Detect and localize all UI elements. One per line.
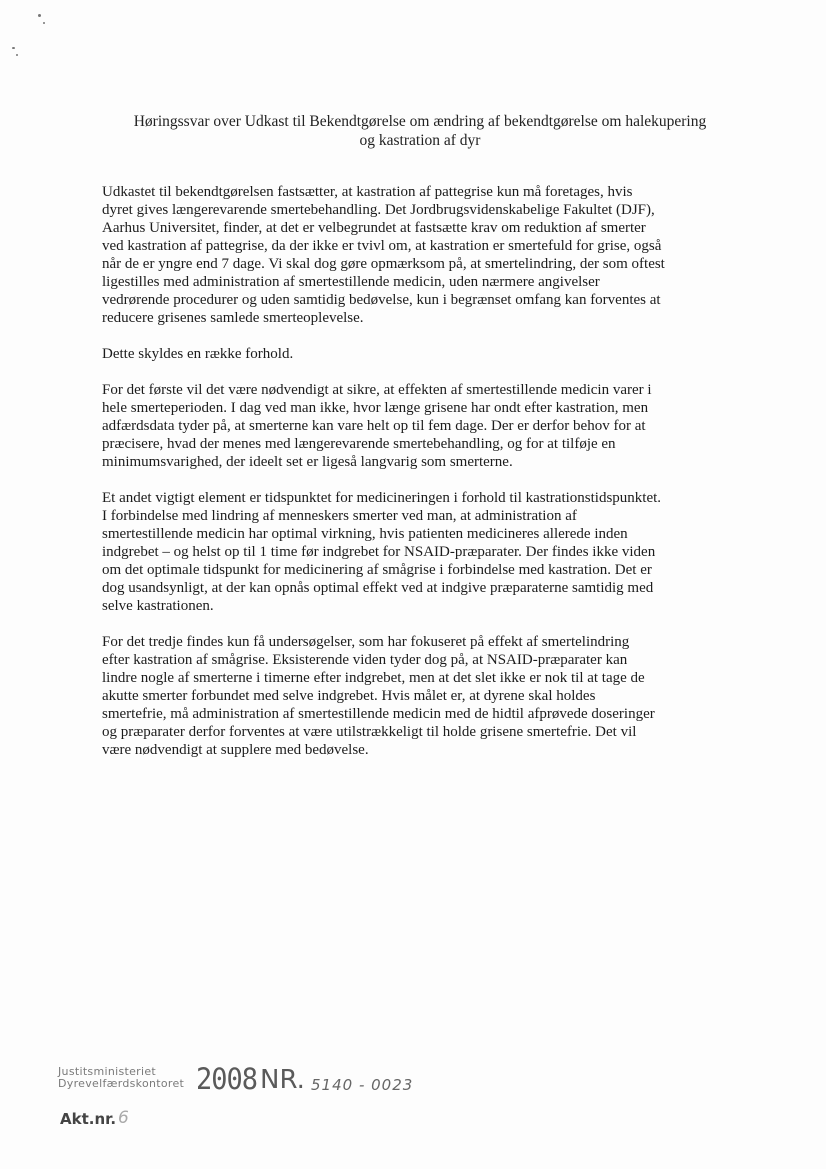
text-line: vedrørende procedurer og uden samtidig bedøvelse, kun i begrænset omfang kan forventes at xyxy=(102,292,661,308)
text-line: Udkastet til bekendtgørelsen fastsætter, at kastration af pattegrise kun må foretages, hvis xyxy=(102,184,633,200)
stamp-akt-label: Akt.nr. xyxy=(60,1110,117,1128)
text-line: smertestillende medicin har optimal virkning, hvis patienten medicineres allerede inden xyxy=(102,526,628,542)
scan-speck xyxy=(12,47,15,49)
stamp-org-line: Justitsministeriet xyxy=(58,1065,157,1078)
text-line: dog usandsynligt, at der kan opnås optimal effekt ved at indgive præparaterne samtidig med xyxy=(102,580,654,596)
text-line: For det tredje findes kun få undersøgelser, som har fokuseret på effekt af smertelindring xyxy=(102,634,630,650)
text-line: adfærdsdata tyder på, at smerterne kan vare helt op til fem dage. Der er derfor behov for at xyxy=(102,418,646,434)
stamp-organization xyxy=(58,1066,184,1090)
stamp-akt-value: 6 xyxy=(118,1108,129,1128)
scan-speck xyxy=(43,22,45,24)
text-line: efter kastration af smågrise. Eksisterende viden tyder dog på, at NSAID-præparater kan xyxy=(102,652,628,668)
text-line: hele smerteperioden. I dag ved man ikke, hvor længe grisene har ondt efter kastration, men xyxy=(102,400,649,416)
text-line: Dette skyldes en række forhold. xyxy=(102,346,294,362)
text-line: præcisere, hvad der menes med længerevarende smertebehandling, og for at tilføje en xyxy=(102,436,616,452)
paragraph-intro xyxy=(102,183,734,327)
paragraph-third xyxy=(102,633,734,759)
paragraph-second xyxy=(102,489,734,615)
stamp-year: 2008 xyxy=(196,1062,258,1097)
text-line: Et andet vigtigt element er tidspunktet for medicineringen i forhold til kastrationstidspunktet. xyxy=(102,490,662,506)
text-line: og præparater derfor forventes at være utilstrækkeligt til holde grisene smertefrie. Det vil xyxy=(102,724,637,740)
scan-speck xyxy=(38,14,41,17)
text-line: For det første vil det være nødvendigt at sikre, at effekten af smertestillende medicin varer i xyxy=(102,382,652,398)
stamp-case-number: 5140 - 0023 xyxy=(311,1076,414,1094)
paragraph-first xyxy=(102,381,734,471)
text-line: akutte smerter forbundet med selve indgrebet. Hvis målet er, at dyrene skal holdes xyxy=(102,688,596,704)
stamp-nr-label: NR. xyxy=(260,1065,305,1095)
text-line: selve kastrationen. xyxy=(102,598,214,614)
text-line: lindre nogle af smerterne i timerne efter indgrebet, men at det slet ikke er nok til at tage de xyxy=(102,670,645,686)
text-line: være nødvendigt at supplere med bedøvelse. xyxy=(102,742,369,758)
text-line: minimumsvarighed, der ideelt set er ligeså langvarig som smerterne. xyxy=(102,454,513,470)
title-line: Høringssvar over Udkast til Bekendtgørelse om ændring af bekendtgørelse om halekupering xyxy=(133,113,707,130)
text-line: smertefrie, må administration af smertestillende medicin med de hidtil afprøvede doseringer xyxy=(102,706,655,722)
text-line: ved kastration af pattegrise, da der ikke er tvivl om, at kastration er smertefuld for grise, også xyxy=(102,238,662,254)
text-line: Aarhus Universitet, finder, at det er velbegrundet at fastsætte krav om reduktion af smerter xyxy=(102,220,646,236)
stamp-org-line: Dyrevelfærdskontoret xyxy=(58,1077,185,1090)
title-line: og kastration af dyr xyxy=(359,132,481,149)
text-line: I forbindelse med lindring af menneskers smerter ved man, at administration af xyxy=(102,508,577,524)
text-line: dyret gives længerevarende smertebehandling. Det Jordbrugsvidenskabelige Fakultet (DJF), xyxy=(102,202,655,218)
text-line: reducere grisenes samlede smerteoplevelse. xyxy=(102,310,364,326)
scan-speck xyxy=(16,54,18,56)
receipt-stamp xyxy=(58,1062,438,1136)
document-title xyxy=(100,112,740,150)
text-line: om det optimale tidspunkt for medicinering af smågrise i forbindelse med kastration. Det er xyxy=(102,562,652,578)
document-body xyxy=(102,183,734,777)
text-line: ligestilles med administration af smertestillende medicin, uden nærmere angivelser xyxy=(102,274,600,290)
paragraph-reasons xyxy=(102,345,734,363)
text-line: indgrebet – og helst op til 1 time før indgrebet for NSAID-præparater. Der findes ikke viden xyxy=(102,544,656,560)
text-line: når de er yngre end 7 dage. Vi skal dog gøre opmærksom på, at smertelindring, der som oftest xyxy=(102,256,665,272)
